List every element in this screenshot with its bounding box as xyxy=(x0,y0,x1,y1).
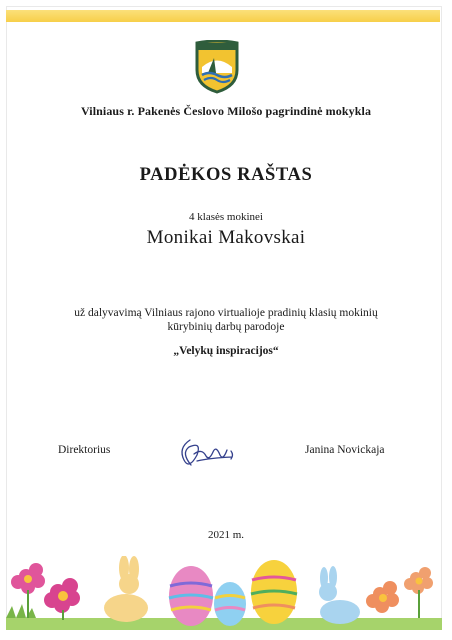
year-label: 2021 m. xyxy=(207,529,245,541)
recipient-name: Monikai Makovskai xyxy=(146,227,306,248)
easter-egg-icon xyxy=(214,582,246,626)
school-crest-icon xyxy=(194,40,240,94)
pink-flower-icon xyxy=(11,563,45,618)
bunny-icon xyxy=(104,556,148,622)
exhibition-title: „Velykų inspiracijos“ xyxy=(173,345,279,357)
certificate-title: PADĖKOS RAŠTAS xyxy=(139,165,313,185)
orange-flower-icon xyxy=(404,567,433,618)
bunny-icon xyxy=(319,566,360,624)
easter-egg-icon xyxy=(251,560,297,624)
reason-line-2: kūrybinių darbų parodoje xyxy=(167,321,285,333)
easter-egg-icon xyxy=(169,566,213,626)
director-label: Direktorius xyxy=(58,444,111,456)
signature-image xyxy=(176,434,238,474)
school-name: Vilniaus r. Pakenės Česlovo Milošo pagrindinė mokykla xyxy=(80,104,372,118)
top-yellow-band xyxy=(6,10,440,22)
director-name: Janina Novickaja xyxy=(305,444,385,456)
orange-flower-icon xyxy=(366,581,399,613)
pink-flower-icon xyxy=(44,578,80,620)
reason-line-1: už dalyvavimą Vilniaus rajono virtualioje pradinių klasių mokinių xyxy=(74,307,378,319)
class-line: 4 klasės mokinei xyxy=(189,211,263,223)
easter-decoration xyxy=(6,556,442,630)
